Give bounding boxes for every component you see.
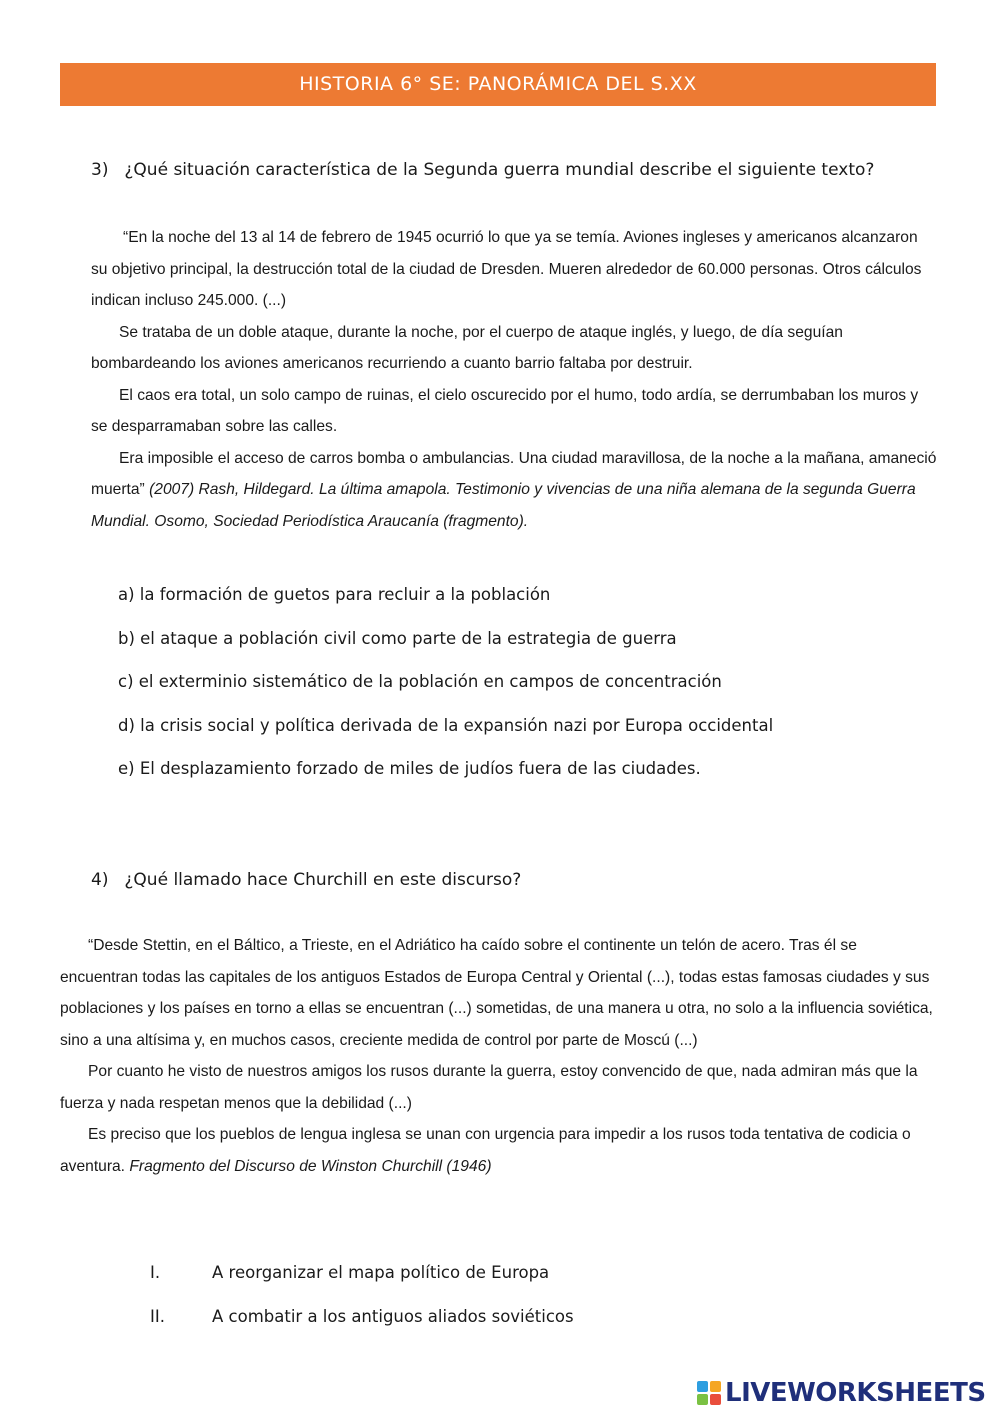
- question-4-number: 4): [91, 870, 109, 890]
- option-ii-text: A combatir a los antiguos aliados soviéticos: [212, 1306, 574, 1326]
- question-4-passage: [60, 930, 937, 1182]
- brand-watermark: [697, 1378, 986, 1408]
- option-ii[interactable]: [150, 1306, 574, 1350]
- passage-citation: Fragmento del Discurso de Winston Churchill (1946): [129, 1157, 492, 1175]
- option-i[interactable]: [150, 1262, 574, 1306]
- passage-paragraph: Se trataba de un doble ataque, durante la noche, por el cuerpo de ataque inglés, y luego, de día seguían bombardeando los aviones americanos recurriendo a cuanto barrio faltaba por destruir.: [91, 323, 843, 372]
- question-3-options: [118, 584, 773, 802]
- option-i-text: A reorganizar el mapa político de Europa: [212, 1263, 550, 1282]
- passage-text: Es preciso que los pueblos de lengua inglesa se unan con urgencia para impedir a los rusos toda tentativa de codicia o aventura.: [60, 1126, 911, 1175]
- option-d[interactable]: d) la crisis social y política derivada de la expansión nazi por Europa occidental: [118, 715, 774, 735]
- option-e[interactable]: e) El desplazamiento forzado de miles de judíos fuera de las ciudades.: [118, 759, 701, 779]
- option-b[interactable]: b) el ataque a población civil como parte de la estrategia de guerra: [118, 628, 677, 648]
- question-3: [91, 160, 874, 180]
- question-3-number: 3): [91, 160, 109, 180]
- question-4-options: [150, 1262, 574, 1349]
- passage-citation: (2007) Rash, Hildegard. La última amapola. Testimonio y vivencias de una niña alemana de la segunda Guerra Mundial. Osomo, Sociedad Periodística Araucanía (fragmento).: [91, 481, 916, 530]
- option-a[interactable]: a) la formación de guetos para recluir a la población: [118, 585, 551, 604]
- question-4: [91, 870, 521, 890]
- passage-paragraph: [91, 443, 937, 538]
- passage-paragraph: Por cuanto he visto de nuestros amigos los rusos durante la guerra, estoy convencido de que, nada admiran más que la fuerza y nada respetan menos que la debilidad (...): [60, 1063, 918, 1112]
- option-ii-number: II.: [150, 1306, 165, 1326]
- question-4-text: ¿Qué llamado hace Churchill en este discurso?: [124, 870, 522, 890]
- passage-paragraph: “En la noche del 13 al 14 de febrero de 1945 ocurrió lo que ya se temía. Aviones ingleses y americanos alcanzaron su objetivo principal, la destrucción total de la ciudad de Dresden. Mueren alrededor de 60.000 personas. Otros cálculos indican incluso 245.000. (...): [91, 229, 922, 309]
- passage-text: Era imposible el acceso de carros bomba o ambulancias. Una ciudad maravillosa, de la noche a la mañana, amaneció muerta”: [91, 449, 937, 498]
- question-3-text: ¿Qué situación característica de la Segunda guerra mundial describe el siguiente texto?: [124, 160, 875, 180]
- passage-paragraph: El caos era total, un solo campo de ruinas, el cielo oscurecido por el humo, todo ardía, se derrumbaban los muros y se desparramaban sobre las calles.: [91, 386, 919, 435]
- option-i-number: I.: [150, 1263, 161, 1282]
- liveworksheets-logo-icon: [697, 1381, 721, 1405]
- brand-name: LIVEWORKSHEETS: [725, 1378, 986, 1408]
- page-title: HISTORIA 6° SE: PANORÁMICA DEL S.XX: [60, 63, 936, 106]
- passage-paragraph: “Desde Stettin, en el Báltico, a Trieste, en el Adriático ha caído sobre el continente un telón de acero. Tras él se encuentran todas las capitales de los antiguos Estados de Europa Central y Oriental (...), todas estas famosas ciudades y sus poblaciones y los países en torno a ellas se encuentran (...) sometidas, de una manera u otra, no solo a la influencia soviética, sino a una altísima y, en muchos casos, creciente medida de control por parte de Moscú (...): [60, 937, 933, 1049]
- passage-paragraph: [60, 1119, 937, 1182]
- question-3-passage: [91, 222, 937, 537]
- option-c[interactable]: c) el exterminio sistemático de la población en campos de concentración: [118, 672, 722, 692]
